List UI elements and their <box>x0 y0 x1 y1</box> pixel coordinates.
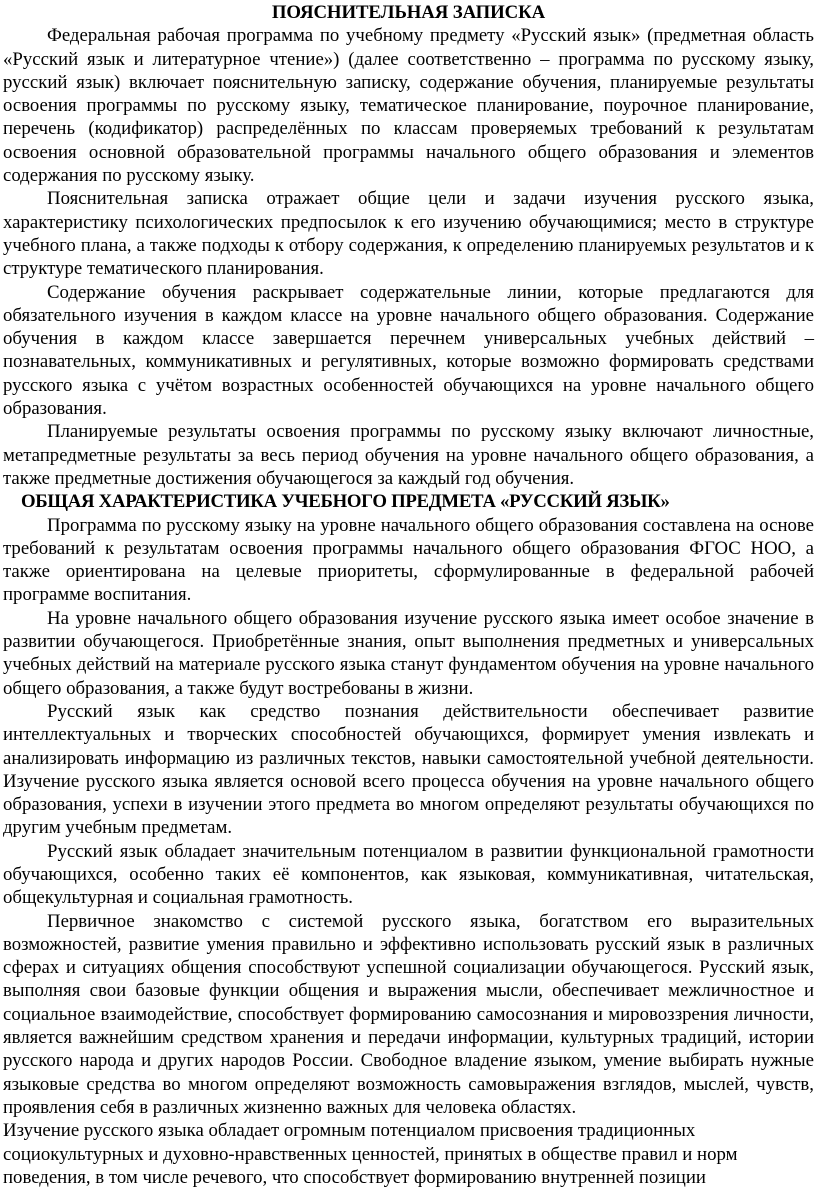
final-paragraph-line: поведения, в том числе речевого, что способствует формированию внутренней позиции <box>3 1166 706 1188</box>
section-paragraph: Русский язык как средство познания действительности обеспечивает развитие интеллектуальных и творческих способностей обучающихся, формирует умения извлекать и анализировать информацию из различных текстов, навыки самостоятельной учебной деятельности. Изучение русского языка является основой всего процесса обучения на уровне начального общего образования, успехи в изучении этого предмета во многом определяют результаты обучающихся по другим учебным предметам. <box>3 700 814 839</box>
intro-paragraph: Планируемые результаты освоения программы по русскому языку включают личностные, метапредметные результаты за весь период обучения на уровне начального общего образования, а также предметные достижения обучающегося за каждый год обучения. <box>3 421 814 489</box>
section-heading: ОБЩАЯ ХАРАКТЕРИСТИКА УЧЕБНОГО ПРЕДМЕТА «РУССКИЙ ЯЗЫК» <box>21 491 670 513</box>
final-paragraph-line: социокультурных и духовно-нравственных ценностей, принятых в обществе правил и норм <box>3 1143 738 1165</box>
section-paragraph: На уровне начального общего образования изучение русского языка имеет особое значение в развитии обучающегося. Приобретённые знания, опыт выполнения предметных и универсальных учебных действий на материале русского языка станут фундаментом обучения на уровне начального общего образования, а также будут востребованы в жизни. <box>3 607 814 699</box>
section-paragraph: Программа по русскому языку на уровне начального общего образования составлена на основе требований к результатам освоения программы начального общего образования ФГОС НОО, а также ориентирована на целевые приоритеты, сформулированные в федеральной рабочей программе воспитания. <box>3 514 814 606</box>
intro-paragraph: Пояснительная записка отражает общие цели и задачи изучения русского языка, характеристику психологических предпосылок к его изучению обучающимися; место в структуре учебного плана, а также подходы к отбору содержания, к определению планируемых результатов и к структуре тематического планирования. <box>3 188 814 280</box>
final-paragraph-line: Изучение русского языка обладает огромным потенциалом присвоения традиционных <box>3 1120 696 1142</box>
intro-section <box>3 24 814 490</box>
section-paragraph: Русский язык обладает значительным потенциалом в развитии функциональной грамотности обучающихся, особенно таких её компонентов, как языковая, коммуникативная, читательская, общекультурная и социальная грамотность. <box>3 840 814 909</box>
document-title: ПОЯСНИТЕЛЬНАЯ ЗАПИСКА <box>271 2 546 23</box>
intro-paragraph: Федеральная рабочая программа по учебному предмету «Русский язык» (предметная область «Русский язык и литературное чтение») (далее соответственно – программа по русскому языку, русский язык) включает пояснительную записку, содержание обучения, планируемые результаты освоения программы по русскому языку, тематическое планирование, поурочное планирование, перечень (кодификатор) распределённых по классам проверяемых требований к результатам освоения основной образовательной программы начального общего образования и элементов содержания по русскому языку. <box>3 25 814 187</box>
intro-paragraph: Содержание обучения раскрывает содержательные линии, которые предлагаются для обязательного изучения в каждом классе на уровне начального общего образования. Содержание обучения в каждом классе завершается перечнем универсальных учебных действий – познавательных, коммуникативных и регулятивных, которые возможно формировать средствами русского языка с учётом возрастных особенностей обучающихся на уровне начального общего образования. <box>3 281 814 420</box>
final-paragraph <box>3 1119 814 1189</box>
subject-characteristics-section <box>3 514 814 1120</box>
section-paragraph: Первичное знакомство с системой русского языка, богатством его выразительных возможностей, развитие умения правильно и эффективно использовать русский язык в различных сферах и ситуациях общения способствуют успешной социализации обучающегося. Русский язык, выполняя свои базовые функции общения и выражения мысли, обеспечивает межличностное и социальное взаимодействие, способствует формированию самосознания и мировоззрения личности, является важнейшим средством хранения и передачи информации, культурных традиций, истории русского народа и других народов России. Свободное владение языком, умение выбирать нужные языковые средства во многом определяют возможность самовыражения взглядов, мыслей, чувств, проявления себя в различных жизненно важных для человека областях. <box>3 910 814 1118</box>
